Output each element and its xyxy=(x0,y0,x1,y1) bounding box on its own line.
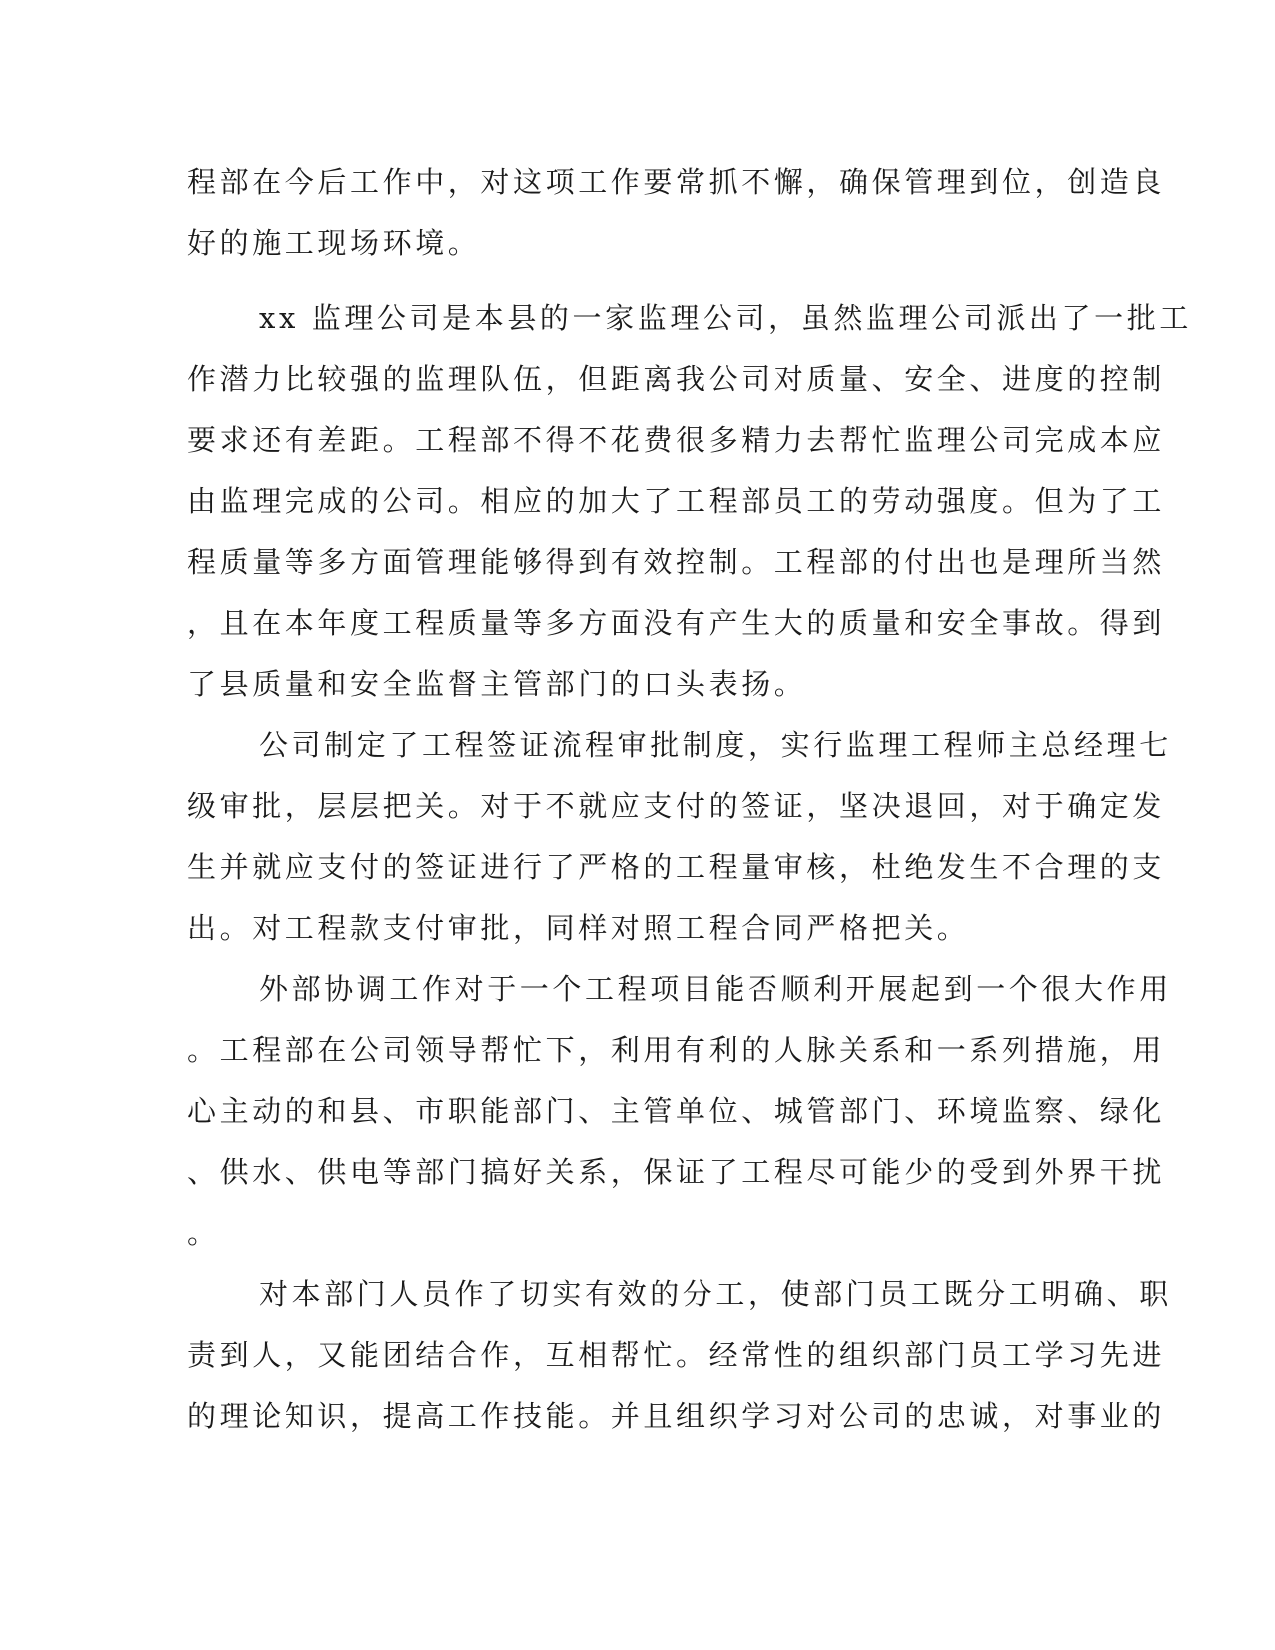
text-line: ，且在本年度工程质量等多方面没有产生大的质量和安全事故。得到 xyxy=(187,606,1166,640)
text-line: 、供水、供电等部门搞好关系，保证了工程尽可能少的受到外界干扰 xyxy=(187,1155,1166,1189)
text-line: 由监理完成的公司。相应的加大了工程部员工的劳动强度。但为了工 xyxy=(187,484,1166,518)
text-line: 出。对工程款支付审批，同样对照工程合同严格把关。 xyxy=(187,911,970,945)
text-line: 作潜力比较强的监理队伍，但距离我公司对质量、安全、进度的控制 xyxy=(187,362,1166,396)
text-line: 程部在今后工作中，对这项工作要常抓不懈，确保管理到位，创造良 xyxy=(187,165,1166,199)
text-line: 级审批，层层把关。对于不就应支付的签证，坚决退回，对于确定发 xyxy=(187,789,1166,823)
text-line: 程质量等多方面管理能够得到有效控制。工程部的付出也是理所当然 xyxy=(187,545,1166,579)
paragraph-start-line: xx 监理公司是本县的一家监理公司，虽然监理公司派出了一批工 xyxy=(259,301,1192,335)
text-line: 责到人，又能团结合作，互相帮忙。经常性的组织部门员工学习先进 xyxy=(187,1338,1166,1372)
text-line: 好的施工现场环境。 xyxy=(187,226,481,260)
paragraph-start-line: 外部协调工作对于一个工程项目能否顺利开展起到一个很大作用 xyxy=(259,972,1172,1006)
text-line: 要求还有差距。工程部不得不花费很多精力去帮忙监理公司完成本应 xyxy=(187,423,1166,457)
text-line: 心主动的和县、市职能部门、主管单位、城管部门、环境监察、绿化 xyxy=(187,1094,1166,1128)
text-line: 。 xyxy=(187,1216,220,1250)
text-line: 生并就应支付的签证进行了严格的工程量审核，杜绝发生不合理的支 xyxy=(187,850,1166,884)
document-body xyxy=(187,152,1192,1447)
text-line: 。工程部在公司领导帮忙下，利用有利的人脉关系和一系列措施，用 xyxy=(187,1033,1166,1067)
paragraph-start-line: 对本部门人员作了切实有效的分工，使部门员工既分工明确、职 xyxy=(259,1277,1172,1311)
text-line: 的理论知识，提高工作技能。并且组织学习对公司的忠诚，对事业的 xyxy=(187,1399,1166,1433)
text-line: 了县质量和安全监督主管部门的口头表扬。 xyxy=(187,667,807,701)
paragraph-start-line: 公司制定了工程签证流程审批制度，实行监理工程师主总经理七 xyxy=(259,728,1172,762)
